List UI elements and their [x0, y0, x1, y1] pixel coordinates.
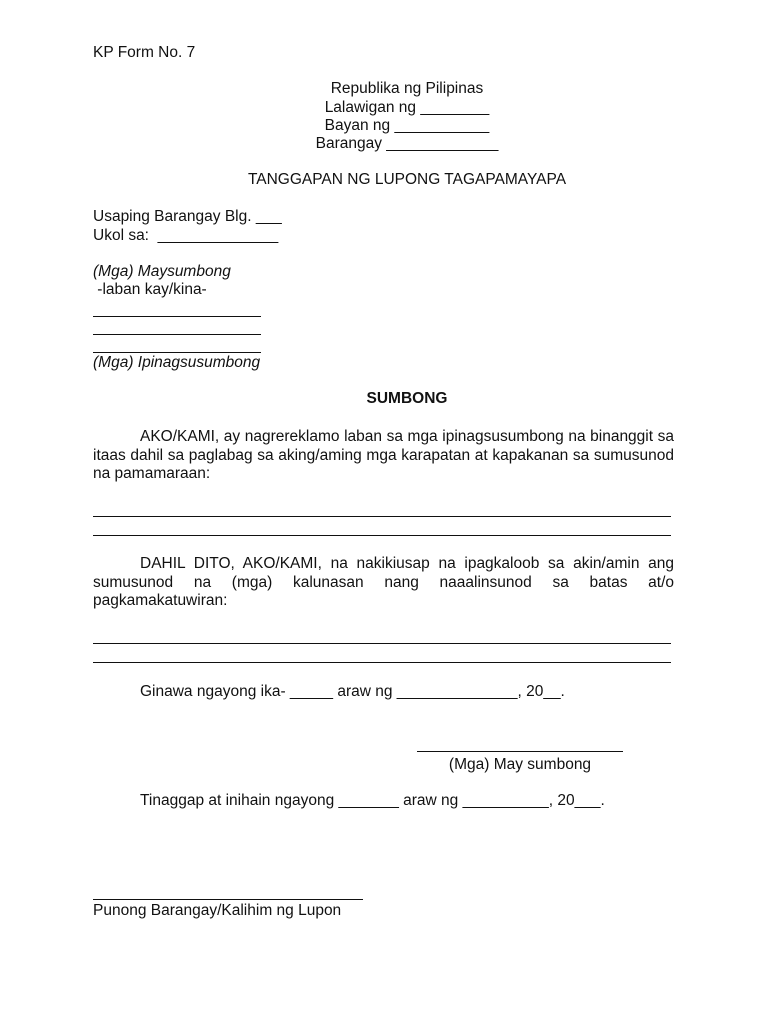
- complaint-paragraph: AKO/KAMI, ay nagrereklamo laban sa mga ipinagsusumbong na binanggit sa itaas dahil sa paglabag sa aking/aming mga karapatan at kapakanan sa sumusunod na pamamaraan:: [93, 428, 674, 482]
- remedy-blank-line-1: [93, 643, 671, 644]
- respondents-label: (Mga) Ipinagsusumbong: [93, 354, 261, 371]
- complainants-label: (Mga) Maysumbong: [93, 263, 231, 280]
- respondent-line-1: [93, 316, 261, 317]
- versus-label: -laban kay/kina-: [93, 281, 207, 298]
- form-number: KP Form No. 7: [93, 44, 196, 61]
- case-number: Usaping Barangay Blg. ___: [93, 208, 282, 225]
- case-subject: Ukol sa: ______________: [93, 227, 279, 244]
- remedy-paragraph: DAHIL DITO, AKO/KAMI, na nakikiusap na ipagkaloob sa akin/amin ang sumusunod na (mga) kalunasan nang naaalinsunod sa batas at/o pagkamakatuwiran:: [93, 555, 674, 609]
- header-town: Bayan ng ___________: [324, 117, 490, 134]
- date-made-line: Ginawa ngayong ika- _____ araw ng ______________, 20__.: [140, 683, 565, 700]
- header-barangay: Barangay _____________: [315, 135, 499, 152]
- office-title: TANGGAPAN NG LUPONG TAGAPAMAYAPA: [247, 171, 567, 188]
- header-republic: Republika ng Pilipinas: [330, 80, 484, 97]
- respondent-line-3: [93, 352, 261, 353]
- header-province: Lalawigan ng ________: [324, 99, 490, 116]
- received-line: Tinaggap at inihain ngayong _______ araw ng __________, 20___.: [140, 792, 605, 809]
- complaint-blank-line-2: [93, 535, 671, 536]
- official-signature-label: Punong Barangay/Kalihim ng Lupon: [93, 902, 342, 919]
- respondent-line-2: [93, 334, 261, 335]
- remedy-blank-line-2: [93, 662, 671, 663]
- document-title: SUMBONG: [366, 390, 448, 407]
- complainant-signature-label: (Mga) May sumbong: [448, 756, 592, 773]
- official-signature-line: [93, 899, 363, 900]
- complaint-blank-line-1: [93, 516, 671, 517]
- complainant-signature-line: [417, 751, 623, 752]
